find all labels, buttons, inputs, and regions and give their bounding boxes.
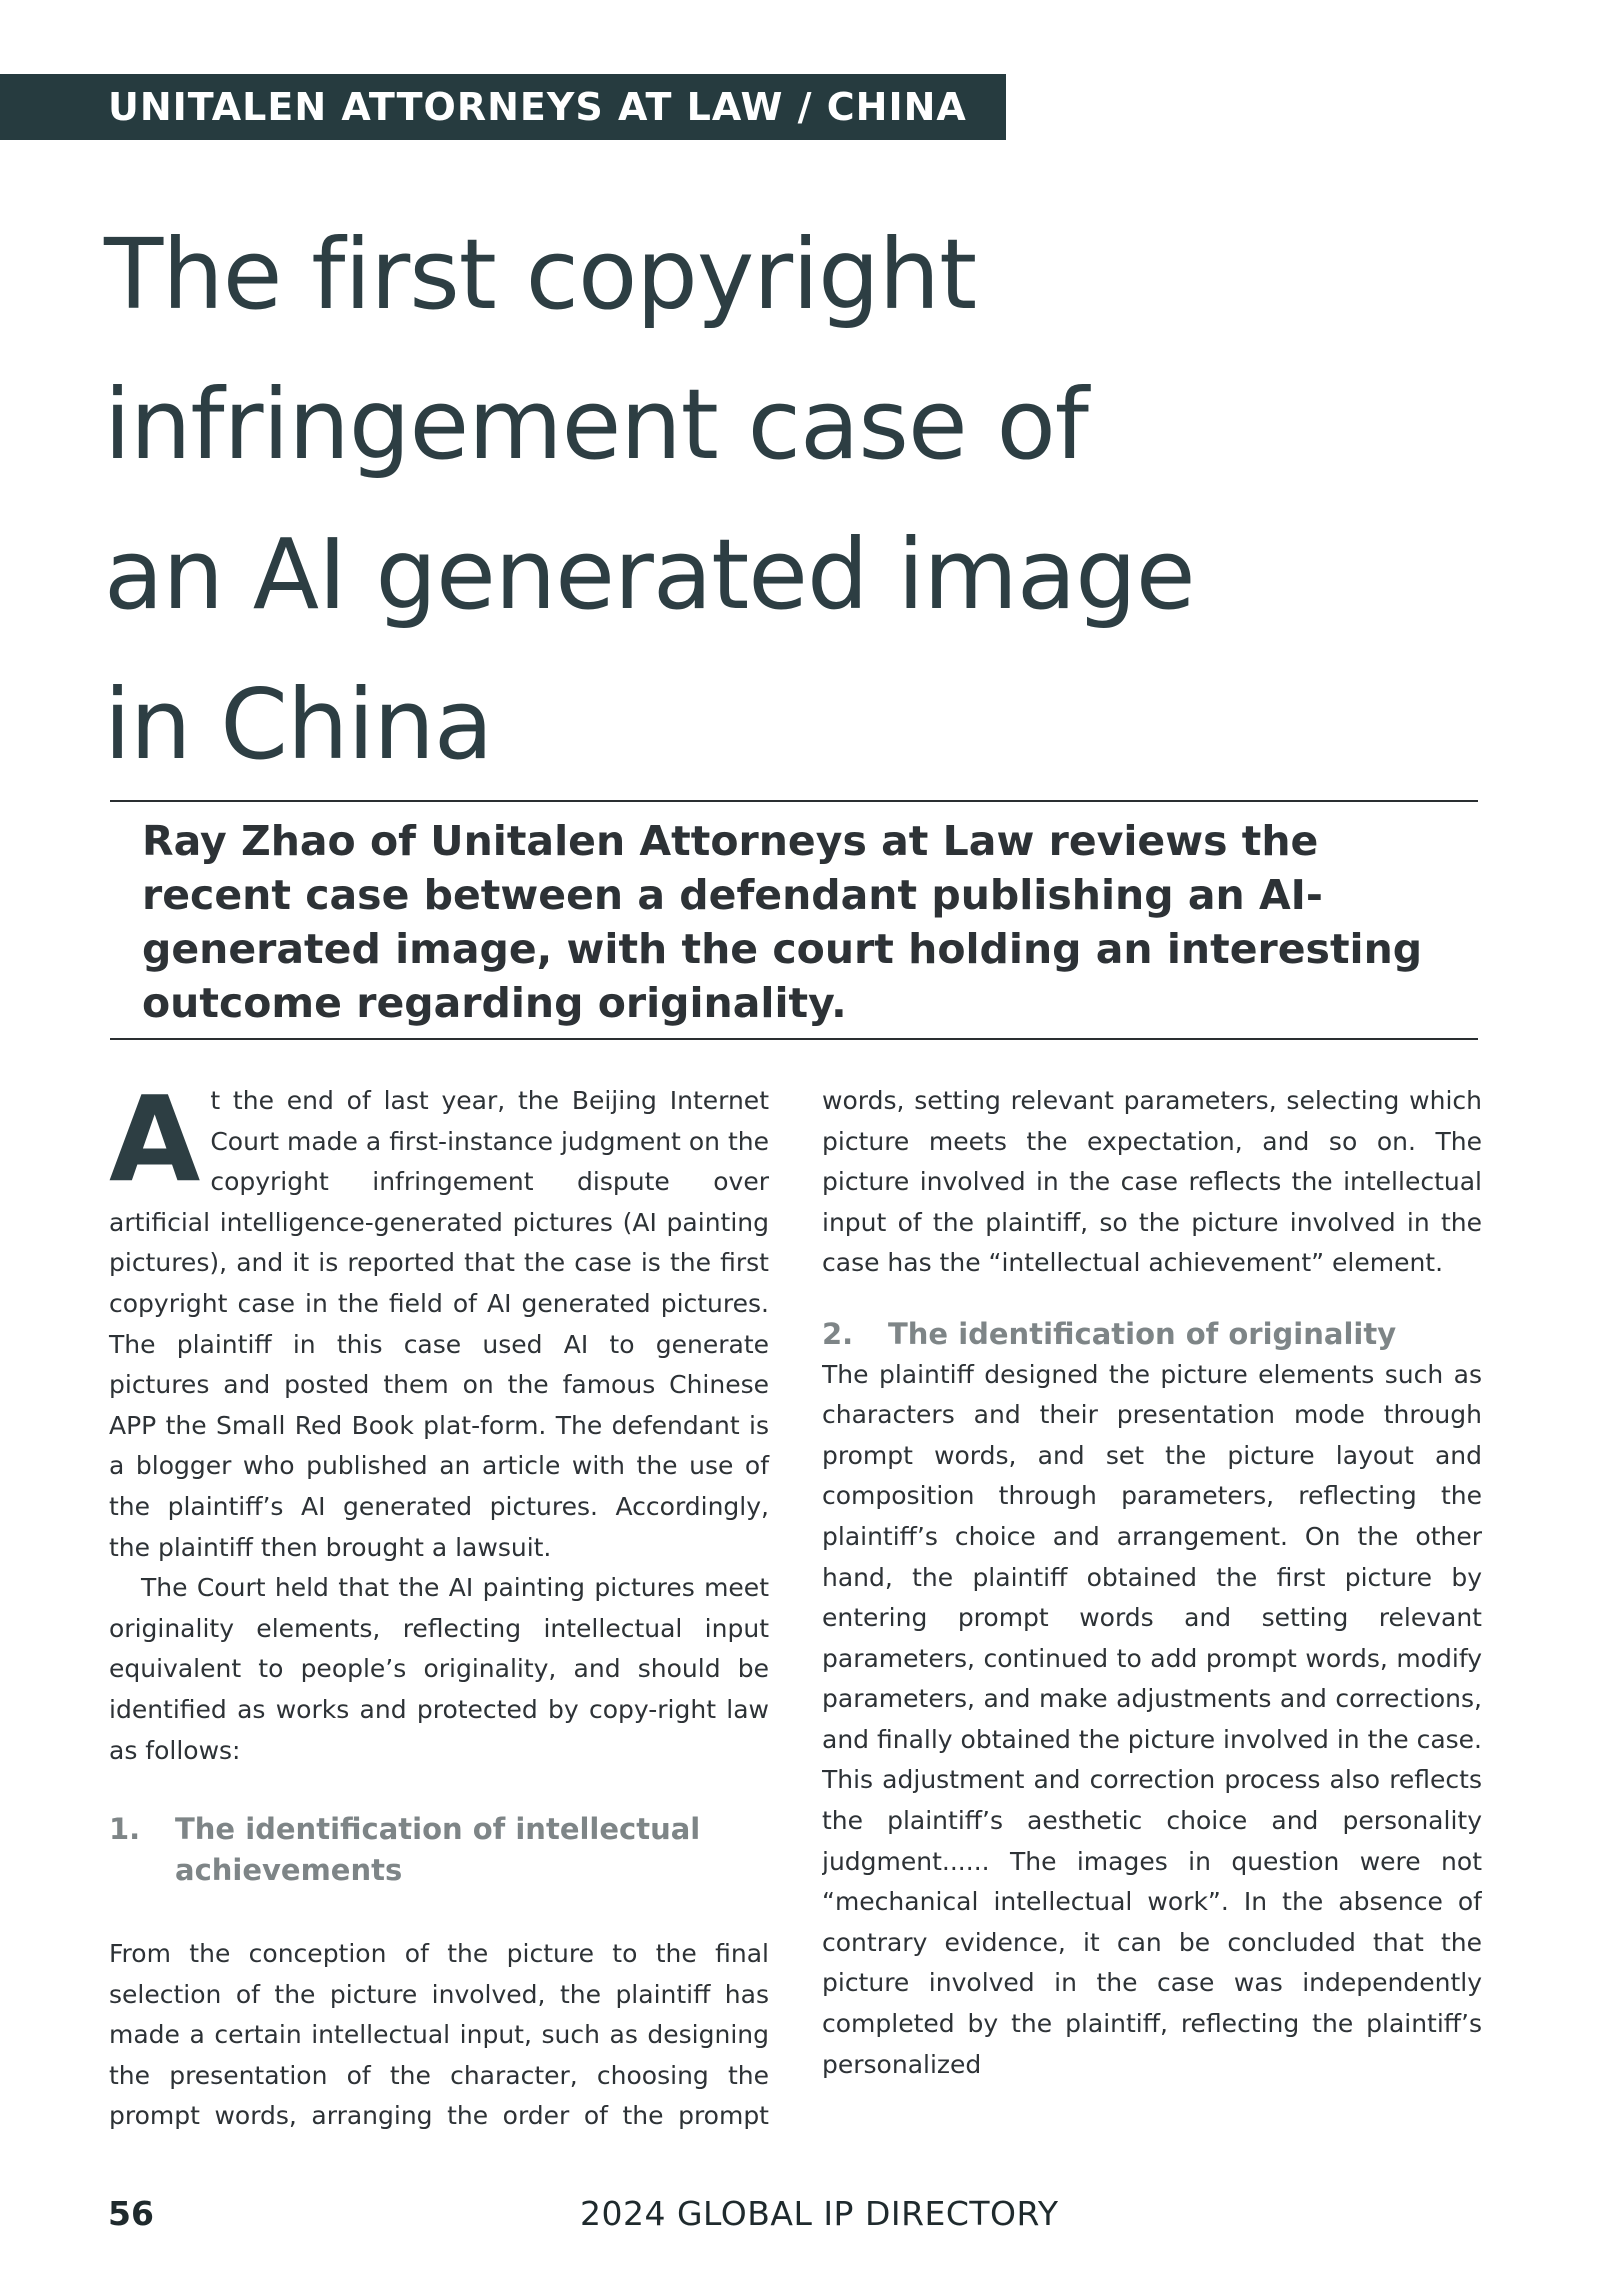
section-number: 1. xyxy=(109,1812,141,1847)
headline-line: in China xyxy=(104,668,493,781)
article-headline xyxy=(104,200,1404,800)
spacer xyxy=(822,1284,1482,1314)
right-column xyxy=(822,1081,1482,2141)
section-heading-1 xyxy=(109,1809,769,1890)
spacer xyxy=(109,1771,769,1809)
intro-paragraph: t the end of last year, the Beijing Internet Court made a first-instance judgment on the copyright infringement dispute over artificial intelligence-generated pictures (AI painting pictures), and it is reported that the case is the first copyright case in the field of AI generated pictures. The plaintiff in this case used AI to generate pictures and posted them on the famous Chinese APP the Small Red Book plat-form. The defendant is a blogger who published an article with the use of the plaintiff’s AI generated pictures. Accordingly, the plaintiff then brought a lawsuit. xyxy=(109,1086,769,1562)
publication-title: 2024 GLOBAL IP DIRECTORY xyxy=(580,2194,1059,2233)
drop-cap: A xyxy=(109,1070,201,1208)
flow-wrapper xyxy=(822,1081,1482,2085)
section-1-body: From the conception of the picture to the final selection of the picture involved, the plaintiff has made a certain intellectual input, such as designing the presentation of the character, choosing the prompt words, arranging the order of the prompt xyxy=(109,1939,769,2131)
section-title: The identification of originality xyxy=(888,1316,1397,1351)
banner-text: UNITALEN ATTORNEYS AT LAW / CHINA xyxy=(108,85,967,129)
left-column xyxy=(109,1070,769,1890)
section-number: 2. xyxy=(822,1316,854,1351)
headline-line: an AI generated image xyxy=(104,518,1195,631)
standfirst-top-rule xyxy=(110,800,1478,802)
standfirst-bottom-rule xyxy=(110,1038,1478,1040)
section-1-body-continued: words, setting relevant parameters, selecting which picture meets the expectation, and so on. The picture involved in the case reflects the intellectual input of the plaintiff, so the picture involved in the case has the “intellectual achievement” element. xyxy=(822,1085,1482,1278)
page-number: 56 xyxy=(108,2194,154,2233)
section-title: The identification of intellectual achievements xyxy=(175,1812,701,1887)
section-banner xyxy=(0,74,1006,140)
standfirst: Ray Zhao of Unitalen Attorneys at Law reviews the recent case between a defendant publishing an AI-generated image, with the court holding an interesting outcome regarding originality. xyxy=(142,817,1423,1027)
headline-line: The first copyright xyxy=(104,218,977,331)
left-column-continued xyxy=(109,1934,769,2138)
section-2-body: The plaintiff designed the picture elements such as characters and their presentation mode through prompt words, and set the picture layout and composition through parameters, reflecting the plaintiff’s choice and arrangement. On the other hand, the plaintiff obtained the first picture by entering prompt words and setting relevant parameters, continued to add prompt words, modify parameters, and make adjustments and corrections, and finally obtained the picture involved in the case. This adjustment and correction process also reflects the plaintiff’s aesthetic choice and personality judgment...... The images in question were not “mechanical intellectual work”. In the absence of contrary evidence, it can be concluded that the picture involved in the case was independently completed by the plaintiff, reflecting the plaintiff’s personalized xyxy=(822,1359,1482,2079)
body-paragraph: The Court held that the AI painting pictures meet originality elements, reflecting intellectual input equivalent to people’s originality, and should be identified as works and protected by copy-right law as follows: xyxy=(109,1573,769,1765)
headline-line: infringement case of xyxy=(104,368,1088,481)
section-heading-2 xyxy=(822,1314,1482,1355)
